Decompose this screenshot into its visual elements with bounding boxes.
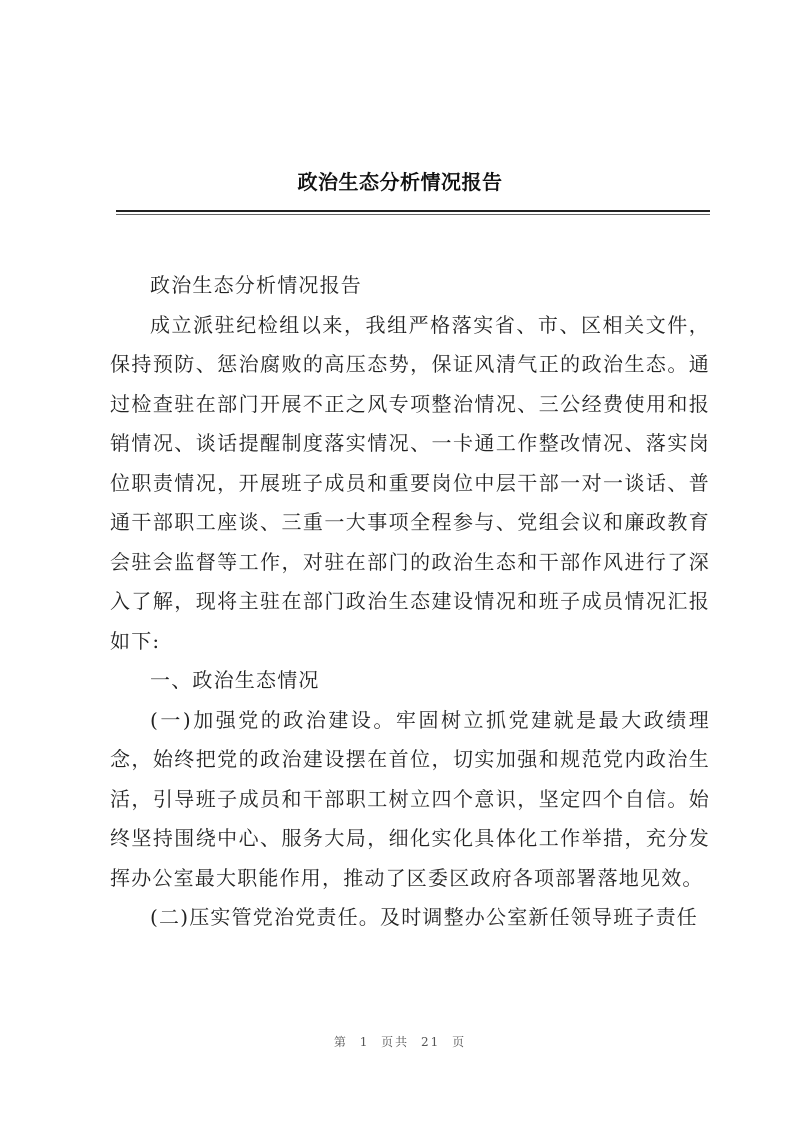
document-body: [110, 266, 710, 938]
footer-prefix: 第: [333, 1035, 348, 1049]
paragraph-intro: 成立派驻纪检组以来，我组严格落实省、市、区相关文件，保持预防、惩治腐败的高压态势，保证风清气正的政治生态。通过检查驻在部门开展不正之风专项整治情况、三公经费使用和报销情况、谈话提醒制度落实情况、一卡通工作整改情况、落实岗位职责情况，开展班子成员和重要岗位中层干部一对一谈话、普通干部职工座谈、三重一大事项全程参与、党组会议和廉政教育会驻会监督等工作，对驻在部门的政治生态和干部作风进行了深入了解，现将主驻在部门政治生态建设情况和班子成员情况汇报如下:: [110, 312, 710, 653]
footer-suffix: 页: [452, 1035, 467, 1049]
title-divider: [116, 210, 710, 212]
paragraph-item-2: (二)压实管党治党责任。及时调整办公室新任领导班子责任: [150, 905, 699, 929]
paragraph-item-1: (一)加强党的政治建设。牢固树立抓党建就是最大政绩理念，始终把党的政治建设摆在首位，切实加强和规范党内政治生活，引导班子成员和干部职工树立四个意识，坚定四个自信。始终坚持围绕中心、服务大局，细化实化具体化工作举措，充分发挥办公室最大职能作用，推动了区委区政府各项部署落地见效。: [110, 707, 710, 890]
page-title: 政治生态分析情况报告: [297, 170, 503, 194]
title-divider-thin: [116, 214, 710, 215]
footer-middle: 页共: [381, 1035, 410, 1049]
footer-total-pages: 21: [421, 1035, 441, 1049]
paragraph-heading: 政治生态分析情况报告: [150, 273, 362, 297]
page-footer: [0, 1033, 800, 1050]
section-heading: 一、政治生态情况: [150, 668, 320, 692]
footer-page-number: 1: [359, 1035, 370, 1049]
